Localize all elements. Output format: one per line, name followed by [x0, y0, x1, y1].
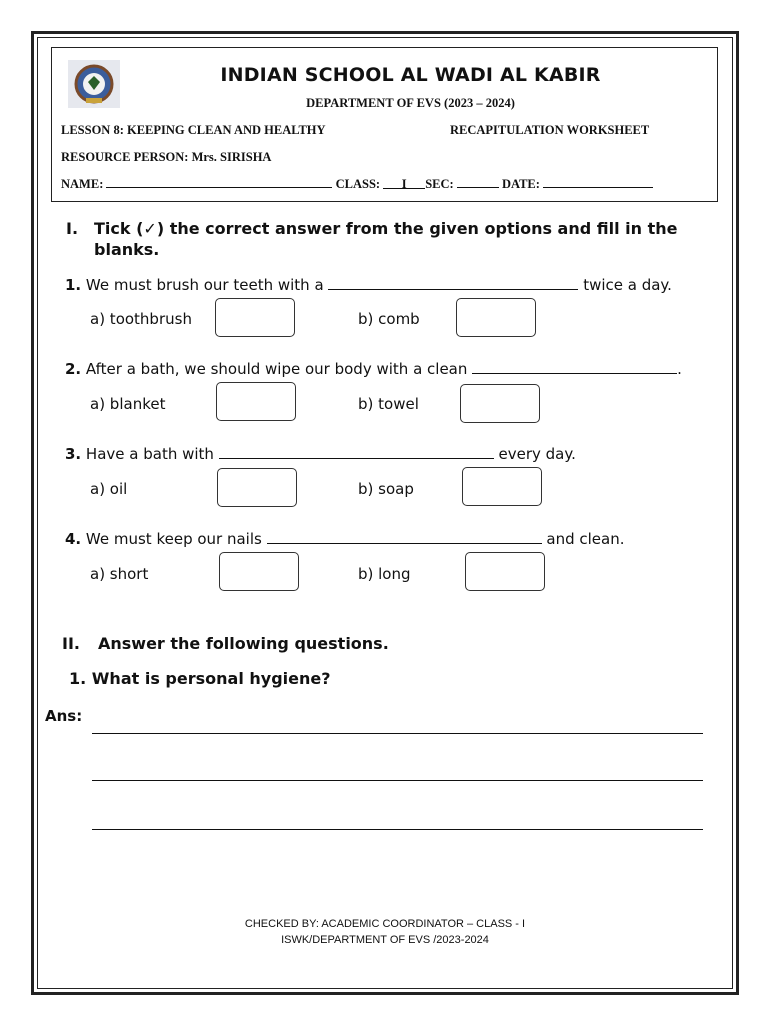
section-2-title: Answer the following questions.	[98, 634, 389, 653]
footer-department: ISWK/DEPARTMENT OF EVS /2023-2024	[281, 934, 489, 946]
section-1-instruction: Tick (✓) the correct answer from the given options and fill in the blanks.	[94, 219, 678, 259]
question-text: We must brush our teeth with a	[85, 276, 324, 294]
tick-box-b[interactable]	[456, 298, 536, 337]
tick-box-b[interactable]	[462, 467, 542, 506]
class-value: I	[401, 177, 407, 191]
answer-line[interactable]	[92, 829, 703, 830]
question-text-end: twice a day.	[583, 276, 672, 294]
question-number: 3.	[65, 445, 82, 463]
tick-box-a[interactable]	[216, 382, 296, 421]
answer-line[interactable]	[92, 733, 703, 734]
tick-box-a[interactable]	[217, 468, 297, 507]
student-info-row	[61, 176, 653, 192]
section-1-numeral: I.	[66, 219, 79, 238]
school-name: INDIAN SCHOOL AL WADI AL KABIR	[220, 64, 601, 86]
question-number: 1.	[65, 276, 82, 294]
question-text: After a bath, we should wipe our body with a clean	[85, 360, 468, 378]
option-b-label: b) soap	[358, 480, 414, 498]
answer-line[interactable]	[92, 780, 703, 781]
question-text-end: every day.	[498, 445, 576, 463]
answer-label: Ans:	[45, 707, 83, 725]
sec-label: SEC:	[425, 177, 454, 191]
option-a-label: a) oil	[90, 480, 128, 498]
date-label: DATE:	[501, 177, 540, 191]
class-field[interactable]	[383, 177, 425, 189]
name-label: NAME:	[61, 177, 104, 191]
tick-box-b[interactable]	[460, 384, 540, 423]
lesson-title: LESSON 8: KEEPING CLEAN AND HEALTHY	[61, 123, 326, 137]
option-b-label: b) long	[358, 565, 411, 583]
question-number: 4.	[65, 530, 82, 548]
fill-blank[interactable]	[472, 359, 677, 374]
tick-box-a[interactable]	[215, 298, 295, 337]
section-2-numeral: II.	[62, 634, 80, 653]
resource-person: RESOURCE PERSON: Mrs. SIRISHA	[61, 150, 272, 164]
question-2	[65, 359, 682, 378]
date-field[interactable]	[543, 176, 653, 188]
question-1	[65, 275, 672, 294]
fill-blank[interactable]	[219, 444, 494, 459]
name-field[interactable]	[106, 176, 332, 188]
worksheet-header	[51, 47, 718, 202]
footer-checked-by: CHECKED BY: ACADEMIC COORDINATOR – CLASS - I	[244, 918, 526, 930]
worksheet-type: RECAPITULATION WORKSHEET	[450, 123, 650, 137]
option-a-label: a) toothbrush	[90, 310, 192, 328]
sec-field[interactable]	[457, 176, 499, 188]
question-number: 2.	[65, 360, 82, 378]
department-title: DEPARTMENT OF EVS (2023 – 2024)	[306, 96, 515, 110]
question-2-1: 1. What is personal hygiene?	[69, 669, 331, 688]
question-text-end: and clean.	[546, 530, 625, 548]
question-3	[65, 444, 576, 463]
question-text-end: .	[677, 360, 682, 378]
option-b-label: b) towel	[358, 395, 419, 413]
tick-box-b[interactable]	[465, 552, 545, 591]
option-a-label: a) short	[90, 565, 149, 583]
tick-box-a[interactable]	[219, 552, 299, 591]
class-label: CLASS:	[335, 177, 381, 191]
question-text: We must keep our nails	[85, 530, 262, 548]
option-a-label: a) blanket	[90, 395, 166, 413]
question-4	[65, 529, 625, 548]
fill-blank[interactable]	[267, 529, 542, 544]
option-b-label: b) comb	[358, 310, 420, 328]
fill-blank[interactable]	[328, 275, 578, 290]
question-text: Have a bath with	[85, 445, 214, 463]
